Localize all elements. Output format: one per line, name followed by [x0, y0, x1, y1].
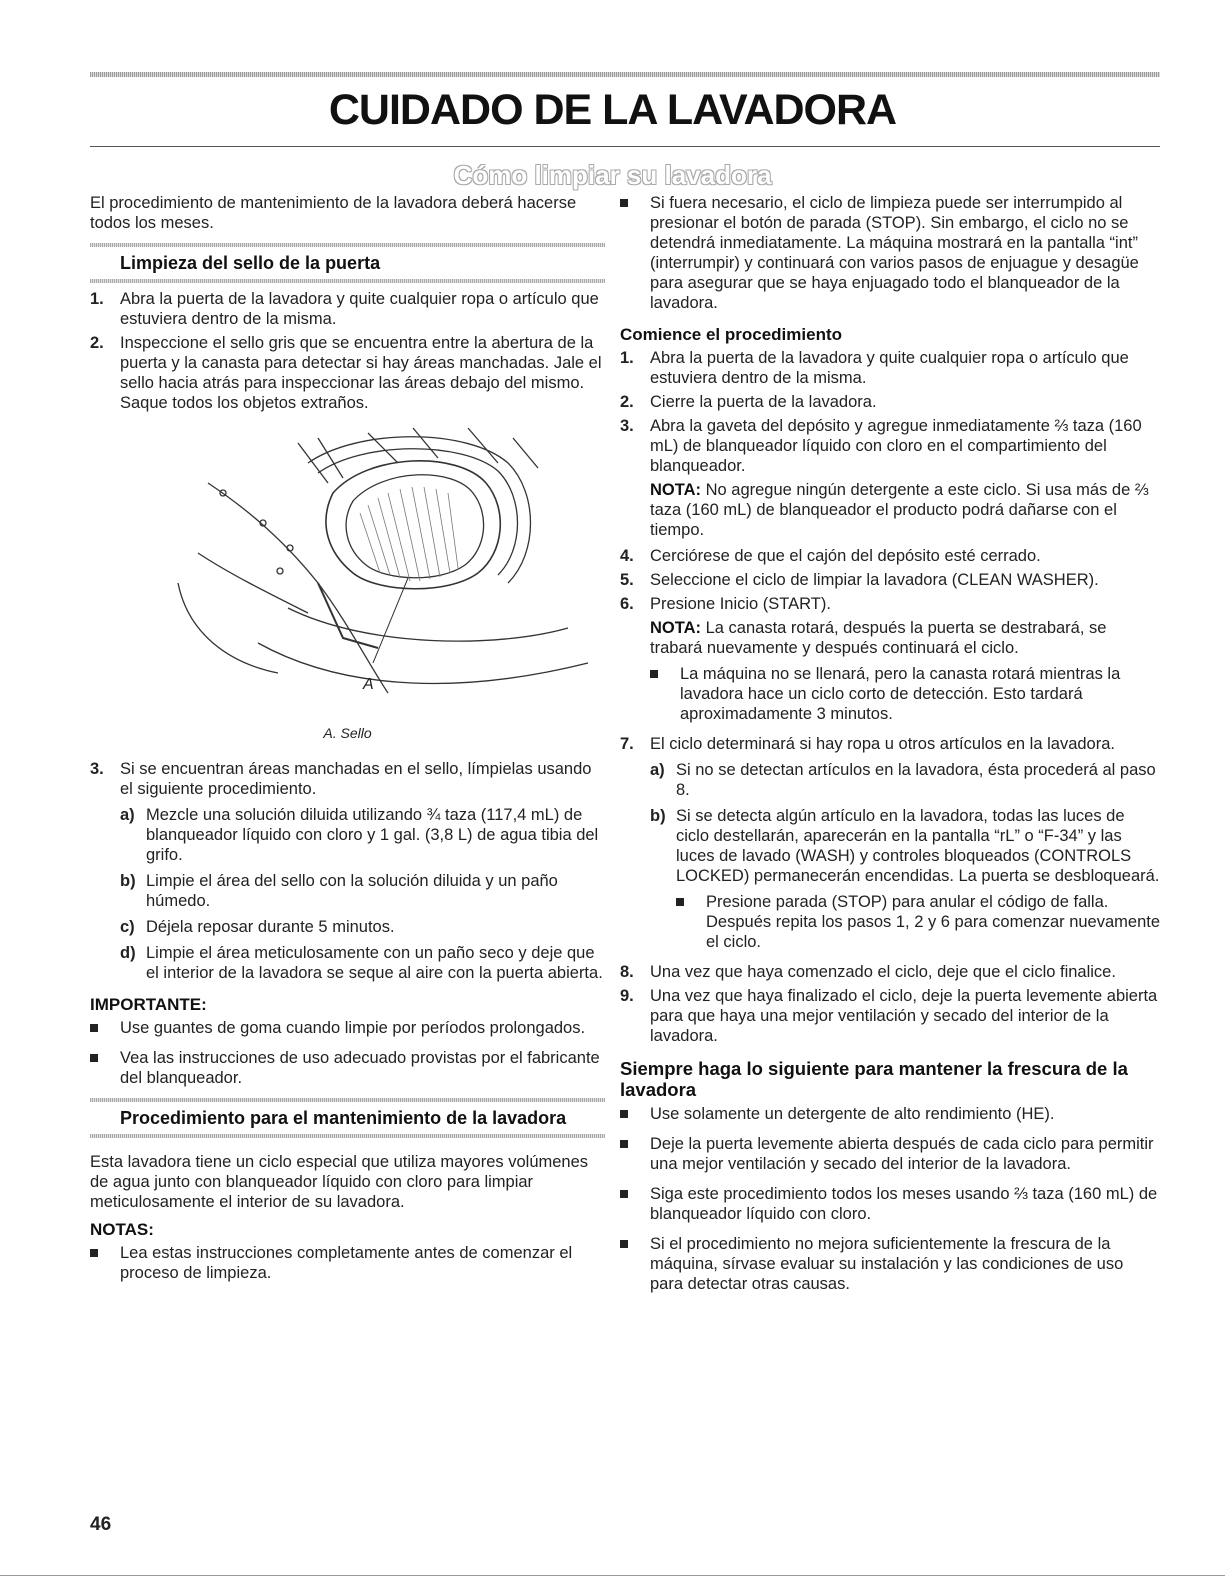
step-text: Abra la puerta de la lavadora y quite cualquier ropa o artículo que estuviera dentro de la misma. [650, 349, 1129, 387]
bullet-text: Si fuera necesario, el ciclo de limpieza puede ser interrumpido al presionar el botón de parada (STOP). Sin embargo, el ciclo no se detendrá inmediatamente. La máquina mostrará en la pantalla “int” (interrumpir) y continuará con varios pasos de enjuague y desagüe para asegurar que se haya enjuagado todo el blanqueador de la lavadora. [650, 194, 1139, 312]
step-number: 8. [620, 963, 634, 981]
step-number: 4. [620, 547, 634, 565]
door-seal-drawing [168, 423, 598, 723]
step-item [620, 392, 1160, 412]
step-number: 1. [90, 290, 104, 308]
bullet-square-icon [620, 1234, 650, 1294]
substep-text: Limpie el área meticulosamente con un paño seco y deje que el interior de la lavadora se seque al aire con la puerta abierta. [146, 944, 603, 982]
bullet-text: La máquina no se llenará, pero la canasta rotará mientras la lavadora hace un ciclo corto de detección. Esto tardará aproximadamente 3 minutos. [680, 665, 1121, 723]
step-text: El ciclo determinará si hay ropa u otros artículos en la lavadora. [650, 735, 1115, 753]
bullet-item [90, 1048, 605, 1088]
notes-label: NOTAS: [90, 1220, 154, 1239]
substep-text: Déjela reposar durante 5 minutos. [146, 918, 395, 936]
section-divider [90, 1134, 605, 1138]
bullet-square-icon [620, 1104, 650, 1124]
note-label: NOTA: [650, 619, 702, 637]
bullet-text: Lea estas instrucciones completamente antes de comenzar el proceso de limpieza. [120, 1244, 573, 1282]
step-item [620, 546, 1160, 566]
note-text: La canasta rotará, después la puerta se destrabará, se trabará nuevamente y después continuará el ciclo. [650, 619, 1107, 657]
bullet-square-icon [90, 1048, 120, 1088]
bullet-text: Use guantes de goma cuando limpie por períodos prolongados. [120, 1019, 586, 1037]
begin-procedure-heading: Comience el procedimiento [620, 325, 842, 344]
step-number: 5. [620, 571, 634, 589]
substep-item [120, 805, 605, 865]
step-item [90, 289, 605, 329]
bullet-square-icon [676, 892, 706, 952]
bullet-square-icon [620, 1134, 650, 1174]
step-item [620, 416, 1160, 476]
maintenance-text: Esta lavadora tiene un ciclo especial que utiliza mayores volúmenes de agua junto con blanqueador líquido con cloro para limpiar meticulosamente el interior de su lavadora. [90, 1153, 589, 1211]
substep-letter: c) [120, 918, 135, 936]
bullet-item [620, 1104, 1160, 1124]
bullet-item [620, 193, 1160, 313]
step-text: Si se encuentran áreas manchadas en el sello, límpielas usando el siguiente procedimiento. [120, 760, 592, 798]
step-text: Presione Inicio (START). [650, 595, 831, 613]
substep-item [120, 917, 605, 937]
bullet-square-icon [90, 1018, 120, 1038]
substep-letter: b) [120, 872, 136, 890]
door-seal-illustration [168, 423, 598, 723]
substep-letter: a) [650, 761, 665, 779]
step-number: 2. [620, 393, 634, 411]
step-item [90, 759, 605, 799]
figure-caption: A. Sello [323, 725, 372, 741]
maintenance-heading: Procedimiento para el mantenimiento de la lavadora [120, 1108, 567, 1128]
bullet-item [620, 1234, 1160, 1294]
section-subtitle: Cómo limpiar su lavadora [453, 160, 772, 190]
bullet-square-icon [620, 193, 650, 313]
substep-letter: d) [120, 944, 136, 962]
bullet-item [90, 1243, 605, 1283]
important-label: IMPORTANTE: [90, 995, 207, 1014]
bullet-square-icon [650, 664, 680, 724]
section-divider [90, 1098, 605, 1102]
step-text: Cerciórese de que el cajón del depósito esté cerrado. [650, 547, 1041, 565]
left-column [90, 193, 605, 1293]
right-column [620, 193, 1160, 1304]
substep-item [650, 806, 1160, 886]
substep-text: Si se detecta algún artículo en la lavadora, todas las luces de ciclo destellarán, aparecerán en la pantalla “rL” o “F-34” y las luces de lavado (WASH) y controles bloqueados (CONTROLS LOCKED) permanecerán encendidas. La puerta se desbloqueará. [676, 807, 1160, 885]
step-item [620, 734, 1160, 754]
step-text: Inspeccione el sello gris que se encuentra entre la abertura de la puerta y la canasta para detectar si hay áreas manchadas. Jale el sello hacia atrás para inspeccionar las áreas debajo del mismo. Saque todos los objetos extraños. [120, 334, 602, 412]
bullet-item [90, 1018, 605, 1038]
top-rule [90, 72, 1160, 77]
note-paragraph [650, 618, 1160, 658]
step-item [620, 594, 1160, 614]
bullet-text: Presione parada (STOP) para anular el código de falla. Después repita los pasos 1, 2 y 6 para comenzar nuevamente el ciclo. [706, 893, 1161, 951]
freshness-heading: Siempre haga lo siguiente para mantener la frescura de la lavadora [620, 1058, 1128, 1100]
step-text: Abra la puerta de la lavadora y quite cualquier ropa o artículo que estuviera dentro de la misma. [120, 290, 599, 328]
step-item [620, 570, 1160, 590]
step-number: 6. [620, 595, 634, 613]
step-item [620, 348, 1160, 388]
step-number: 3. [90, 760, 104, 778]
note-paragraph [650, 480, 1160, 540]
substep-item [650, 760, 1160, 800]
step-number: 9. [620, 987, 634, 1005]
substep-item [120, 871, 605, 911]
figure-label: A [363, 676, 374, 693]
substep-letter: a) [120, 806, 135, 824]
bullet-item [676, 892, 1160, 952]
substep-text: Limpie el área del sello con la solución diluida y un paño húmedo. [146, 872, 558, 910]
bullet-text: Vea las instrucciones de uso adecuado provistas por el fabricante del blanqueador. [120, 1049, 600, 1087]
page-number: 46 [90, 1514, 112, 1535]
bullet-item [620, 1184, 1160, 1224]
step-item [620, 962, 1160, 982]
bottom-rule [0, 1575, 1225, 1576]
section-divider [90, 243, 605, 247]
bullet-text: Use solamente un detergente de alto rendimiento (HE). [650, 1105, 1055, 1123]
bullet-square-icon [620, 1184, 650, 1224]
step-text: Abra la gaveta del depósito y agregue inmediatamente ⅔ taza (160 mL) de blanqueador líquido con cloro en el compartimiento del blanqueador. [650, 417, 1142, 475]
step-number: 2. [90, 334, 104, 352]
intro-text: El procedimiento de mantenimiento de la lavadora deberá hacerse todos los meses. [90, 194, 577, 232]
note-text: No agregue ningún detergente a este ciclo. Si usa más de ⅔ taza (160 mL) de blanqueador el producto podrá dañarse con el tiempo. [650, 481, 1149, 539]
bullet-item [620, 1134, 1160, 1174]
step-text: Seleccione el ciclo de limpiar la lavadora (CLEAN WASHER). [650, 571, 1099, 589]
substep-text: Si no se detectan artículos en la lavadora, ésta procederá al paso 8. [676, 761, 1156, 799]
step-item [90, 333, 605, 413]
bullet-text: Siga este procedimiento todos los meses usando ⅔ taza (160 mL) de blanqueador líquido con cloro. [650, 1185, 1158, 1223]
title-rule [90, 146, 1160, 147]
step-text: Una vez que haya comenzado el ciclo, deje que el ciclo finalice. [650, 963, 1116, 981]
bullet-square-icon [90, 1243, 120, 1283]
door-seal-heading: Limpieza del sello de la puerta [120, 253, 381, 273]
substep-letter: b) [650, 807, 666, 825]
step-text: Una vez que haya finalizado el ciclo, deje la puerta levemente abierta para que haya una mejor ventilación y secado del interior de la lavadora. [650, 987, 1158, 1045]
section-divider [90, 279, 605, 283]
step-number: 1. [620, 349, 634, 367]
step-text: Cierre la puerta de la lavadora. [650, 393, 877, 411]
substep-item [120, 943, 605, 983]
bullet-text: Deje la puerta levemente abierta después de cada ciclo para permitir una mejor ventilación y secado del interior de la lavadora. [650, 1135, 1154, 1173]
step-number: 7. [620, 735, 634, 753]
substep-text: Mezcle una solución diluida utilizando ¾ taza (117,4 mL) de blanqueador líquido con cloro y 1 gal. (3,8 L) de agua tibia del grifo. [146, 806, 599, 864]
bullet-item [650, 664, 1160, 724]
note-label: NOTA: [650, 481, 702, 499]
step-item [620, 986, 1160, 1046]
step-number: 3. [620, 417, 634, 435]
bullet-text: Si el procedimiento no mejora suficientemente la frescura de la máquina, sírvase evaluar su instalación y las condiciones de uso para detectar otras causas. [650, 1235, 1124, 1293]
page-title: CUIDADO DE LA LAVADORA [328, 86, 897, 134]
